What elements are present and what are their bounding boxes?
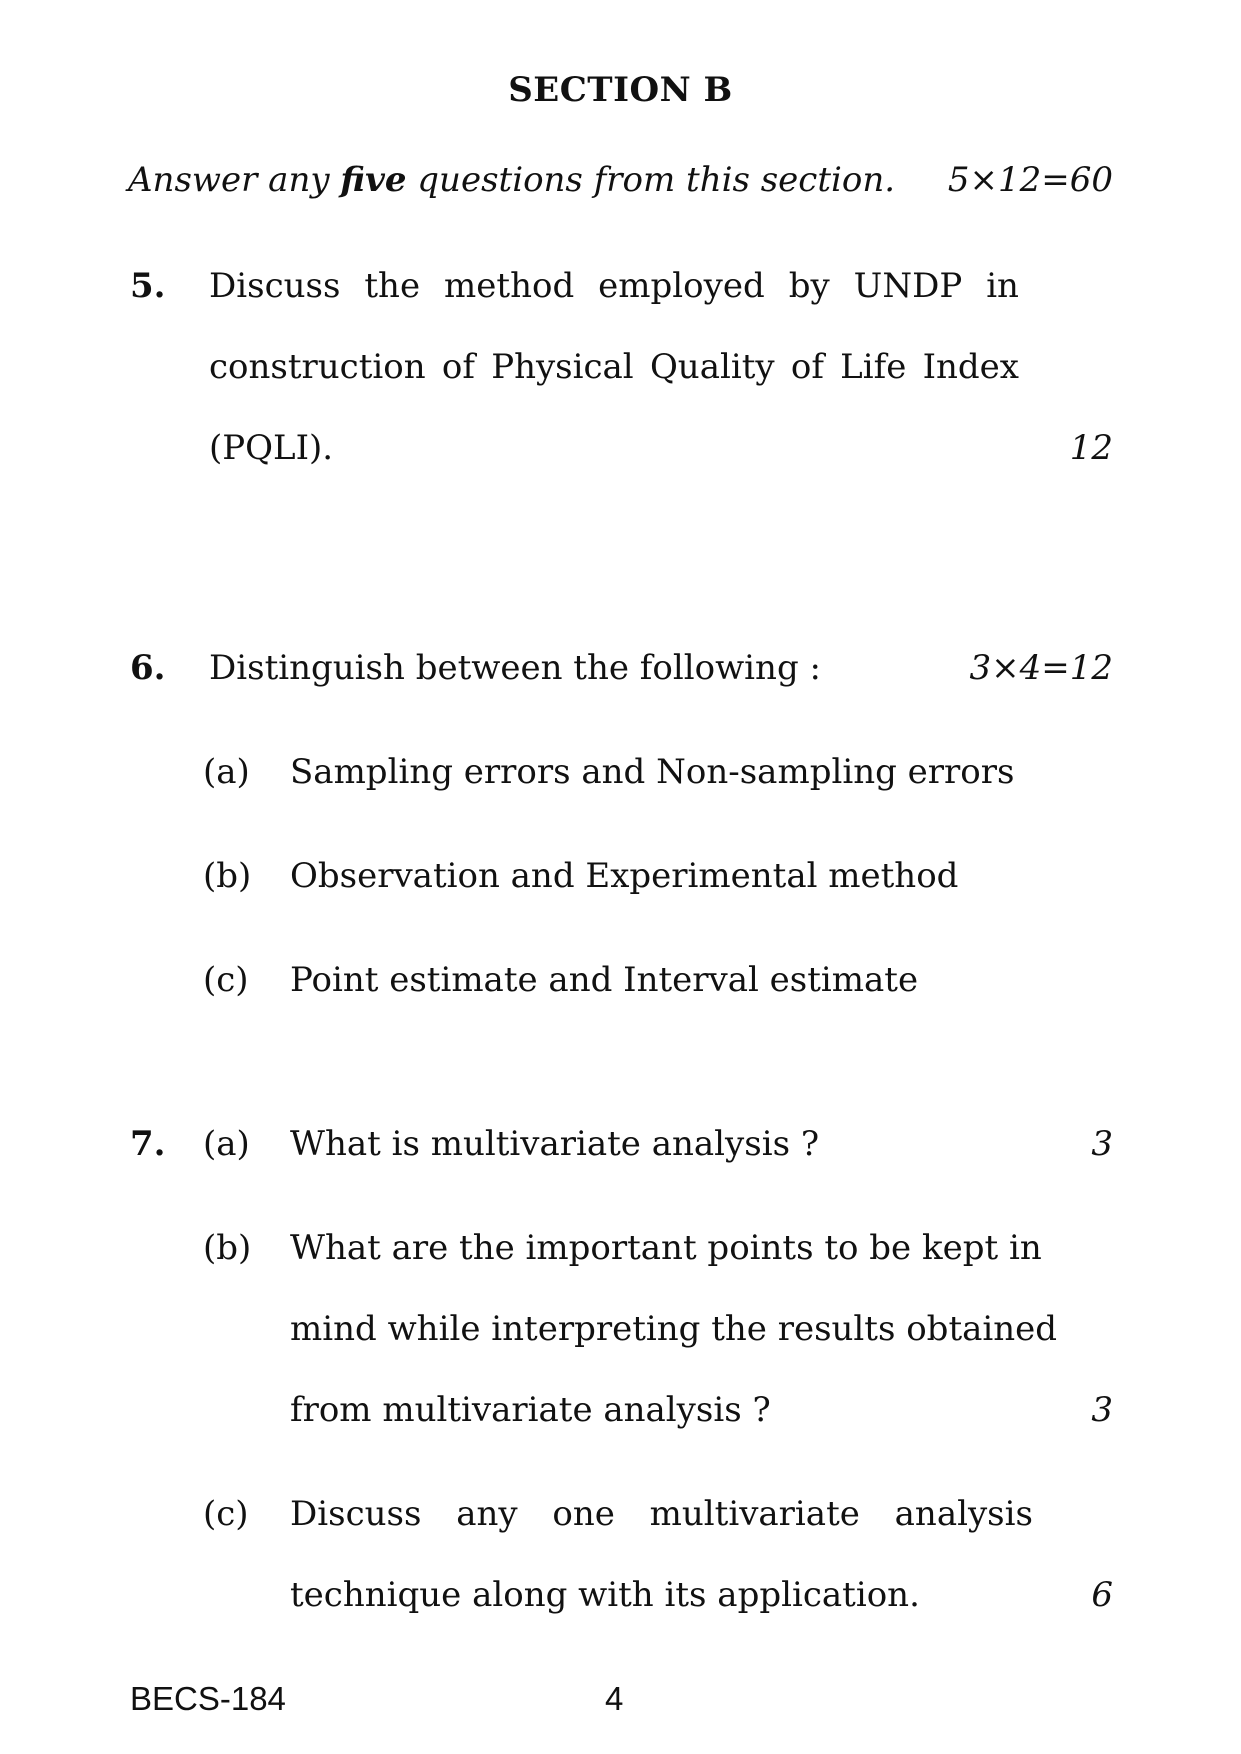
question-6-part-label: (c) bbox=[203, 960, 249, 1000]
question-6-text: Distinguish between the following : bbox=[209, 648, 821, 688]
question-7-number: 7. bbox=[130, 1124, 166, 1164]
question-7c-label: (c) bbox=[203, 1494, 249, 1534]
q7c-word: one bbox=[552, 1494, 615, 1534]
question-7b-line-2: mind while interpreting the results obtained bbox=[290, 1309, 1058, 1349]
question-7a-marks: 3 bbox=[1091, 1124, 1113, 1164]
q5-word: in bbox=[986, 266, 1019, 306]
q5-word: method bbox=[444, 266, 575, 306]
question-7a-label: (a) bbox=[203, 1124, 250, 1164]
question-7b-label: (b) bbox=[203, 1228, 252, 1268]
footer-page-number: 4 bbox=[605, 1680, 624, 1717]
question-7b-line-3: from multivariate analysis ? bbox=[290, 1390, 771, 1430]
question-6-part-label: (b) bbox=[203, 856, 252, 896]
instruction-pre: Answer any bbox=[128, 160, 330, 200]
footer-course-code: BECS-184 bbox=[130, 1680, 286, 1717]
q7c-word: any bbox=[456, 1494, 518, 1534]
question-5-number: 5. bbox=[130, 266, 166, 306]
q5-word: construction bbox=[209, 347, 426, 387]
question-7a-text: What is multivariate analysis ? bbox=[290, 1124, 820, 1164]
question-6-part-text: Point estimate and Interval estimate bbox=[290, 960, 919, 1000]
q5-word: of bbox=[441, 347, 475, 387]
question-5-marks: 12 bbox=[1069, 428, 1113, 468]
question-7c-line-1 bbox=[290, 1494, 1033, 1534]
question-6-marks: 3×4=12 bbox=[969, 648, 1113, 688]
q5-word: Index bbox=[922, 347, 1019, 387]
q5-word: UNDP bbox=[853, 266, 963, 306]
q5-word: of bbox=[790, 347, 824, 387]
q7c-word: Discuss bbox=[290, 1494, 422, 1534]
q7c-word: multivariate bbox=[649, 1494, 860, 1534]
instruction-bold: five bbox=[340, 160, 407, 200]
section-title: SECTION B bbox=[508, 70, 733, 110]
q5-word: Quality bbox=[649, 347, 775, 387]
question-6-part-label: (a) bbox=[203, 752, 250, 792]
question-5-line-3: (PQLI). bbox=[209, 428, 334, 468]
question-5-line-2 bbox=[209, 347, 1019, 387]
q5-word: employed bbox=[598, 266, 765, 306]
question-7c-marks: 6 bbox=[1091, 1575, 1113, 1615]
question-6-part-text: Sampling errors and Non-sampling errors bbox=[290, 752, 1015, 792]
q5-word: the bbox=[364, 266, 421, 306]
instruction bbox=[128, 160, 895, 200]
q7c-word: analysis bbox=[894, 1494, 1033, 1534]
question-7b-line-1: What are the important points to be kept in bbox=[290, 1228, 1042, 1268]
question-5-line-1 bbox=[209, 266, 1019, 306]
question-7b-marks: 3 bbox=[1091, 1390, 1113, 1430]
instruction-marks: 5×12=60 bbox=[947, 160, 1113, 200]
question-6-number: 6. bbox=[130, 648, 166, 688]
question-6-part-text: Observation and Experimental method bbox=[290, 856, 959, 896]
q5-word: Physical bbox=[491, 347, 634, 387]
q5-word: Life bbox=[840, 347, 907, 387]
instruction-post: questions from this section. bbox=[417, 160, 896, 200]
question-7c-line-2: technique along with its application. bbox=[290, 1575, 920, 1615]
q5-word: by bbox=[788, 266, 830, 306]
q5-word: Discuss bbox=[209, 266, 341, 306]
